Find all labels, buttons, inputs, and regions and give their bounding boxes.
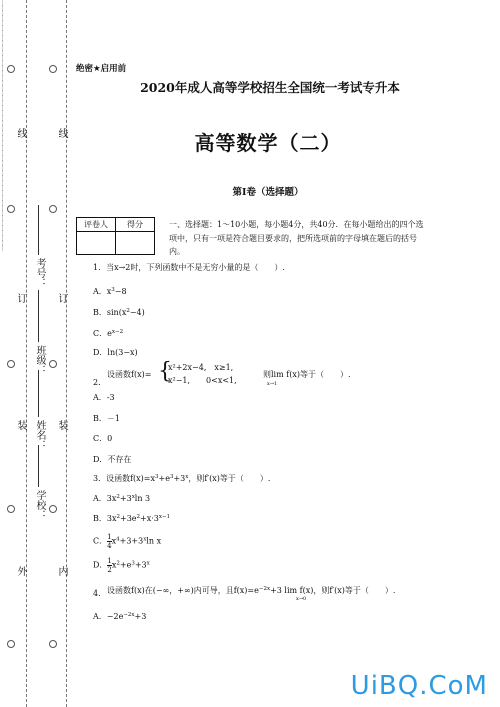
question-2-tail: 则lim f(x)等于（ ）. — [263, 370, 351, 379]
question-3-option-d[interactable]: D． $\frac{1}{2}$ $x^2+e^3+3^x$ — [93, 557, 150, 574]
seal-label-xian-inner: 线 — [56, 128, 67, 138]
question-1-option-b[interactable]: B．$\sin(x^2-4)$ — [93, 308, 145, 317]
question-3-option-a[interactable]: A．$3x^2+3^x\ln$ 3 — [93, 494, 151, 503]
question-4-limit-sub: x→0 — [296, 596, 307, 602]
question-4-stem: 设函数f(x)在(−∞，+∞)内可导，且$f(x)=e^{-2x}+3$ lim f(x)，则f′(x)等于（ ）. — [107, 586, 396, 595]
question-3-stem: 3．设函数$f(x)=x^3+e^3+3^x$，则f′(x)等于（ ）. — [93, 474, 271, 483]
question-2-limit-sub: x→1 — [267, 381, 278, 387]
school-label: 学校： — [34, 490, 45, 520]
confidential-label: 绝密★启用前 — [76, 64, 127, 74]
binding-hole-icon — [49, 505, 57, 513]
binding-hole-icon — [7, 640, 15, 648]
question-1-option-a[interactable]: A．$x^3-8$ — [93, 287, 127, 296]
question-2-case-1: x²+2x−4, x≥1, — [168, 363, 234, 372]
seal-label-ding-inner: 订 — [56, 293, 67, 303]
exam-number-field[interactable] — [38, 205, 39, 255]
name-field[interactable] — [38, 370, 39, 417]
binding-hole-icon — [7, 65, 15, 73]
question-4-number: 4. — [93, 589, 101, 598]
score-header: 得分 — [116, 218, 155, 232]
question-2-option-d[interactable]: D．不存在 — [93, 455, 132, 464]
binding-hole-icon — [7, 205, 15, 213]
seal-line-right — [66, 0, 67, 707]
class-label: 班级： — [34, 345, 45, 375]
question-2-option-b[interactable]: B．－1 — [93, 414, 120, 423]
binding-hole-icon — [49, 65, 57, 73]
seal-label-zhuang-inner: 装 — [56, 420, 67, 430]
question-2-lead: 设函数f(x)= — [107, 370, 152, 379]
volume-title: 第Ⅰ卷（选择题） — [232, 187, 304, 198]
seal-label-xian-outer: 线 — [15, 128, 26, 138]
binding-hole-icon — [49, 640, 57, 648]
piecewise-brace: { — [158, 359, 172, 384]
seal-label-nei: 内 — [56, 566, 67, 576]
binding-hole-icon — [49, 205, 57, 213]
seal-line-left — [26, 0, 27, 707]
binding-margin-outer — [0, 0, 9, 707]
watermark-logo: UiBQ.CoM — [350, 671, 488, 701]
class-field[interactable] — [38, 290, 39, 342]
question-2-case-2: x²−1, 0<x<1, — [168, 376, 237, 385]
name-label: 姓名： — [34, 420, 45, 450]
binding-hole-icon — [7, 505, 15, 513]
reviewer-header: 评卷人 — [77, 218, 116, 232]
seal-label-ding-outer: 订 — [15, 293, 26, 303]
section-instructions: 一、选择题：1～10小题，每小题4分，共40分．在每小题给出的四个选项中，只有一项是符合题目要求的，把所选项前的字母填在题后的括号内。 — [169, 220, 424, 256]
question-1-stem: 1．当x→2时，下列函数中不是无穷小量的是（ ）. — [93, 263, 285, 272]
score-table — [76, 217, 155, 255]
question-2-option-a[interactable]: A．-3 — [93, 393, 115, 402]
question-1-option-c[interactable]: C．$e^{x-2}$ — [93, 329, 124, 338]
question-3-option-b[interactable]: B．$3x^2+3e^2+x\cdot 3^{x-1}$ — [93, 514, 171, 523]
exam-title: 2020年成人高等学校招生全国统一考试专升本 — [140, 80, 400, 95]
question-2-option-c[interactable]: C．0 — [93, 434, 113, 443]
binding-hole-icon — [7, 360, 15, 368]
question-1-option-d[interactable]: D．ln(3−x) — [93, 348, 138, 357]
score-cell[interactable] — [116, 232, 155, 255]
question-4-option-a[interactable]: A．$-2e^{-2x}+3$ — [93, 612, 147, 621]
exam-number-label: 考号： — [34, 258, 45, 288]
binding-hole-icon — [49, 360, 57, 368]
outer-dotted-line: …………………………………………………………………………………………………………………………………… — [0, 0, 7, 250]
seal-label-wai: 外 — [15, 566, 26, 576]
question-3-option-c[interactable]: C． $\frac{1}{4}$ $x^4+3+3^x\ln$ x — [93, 533, 162, 550]
reviewer-cell[interactable] — [77, 232, 116, 255]
school-field[interactable] — [38, 445, 39, 487]
seal-label-zhuang-outer: 装 — [15, 420, 26, 430]
subject-title: 高等数学（二） — [194, 131, 342, 155]
question-2-number: 2. — [93, 378, 101, 387]
